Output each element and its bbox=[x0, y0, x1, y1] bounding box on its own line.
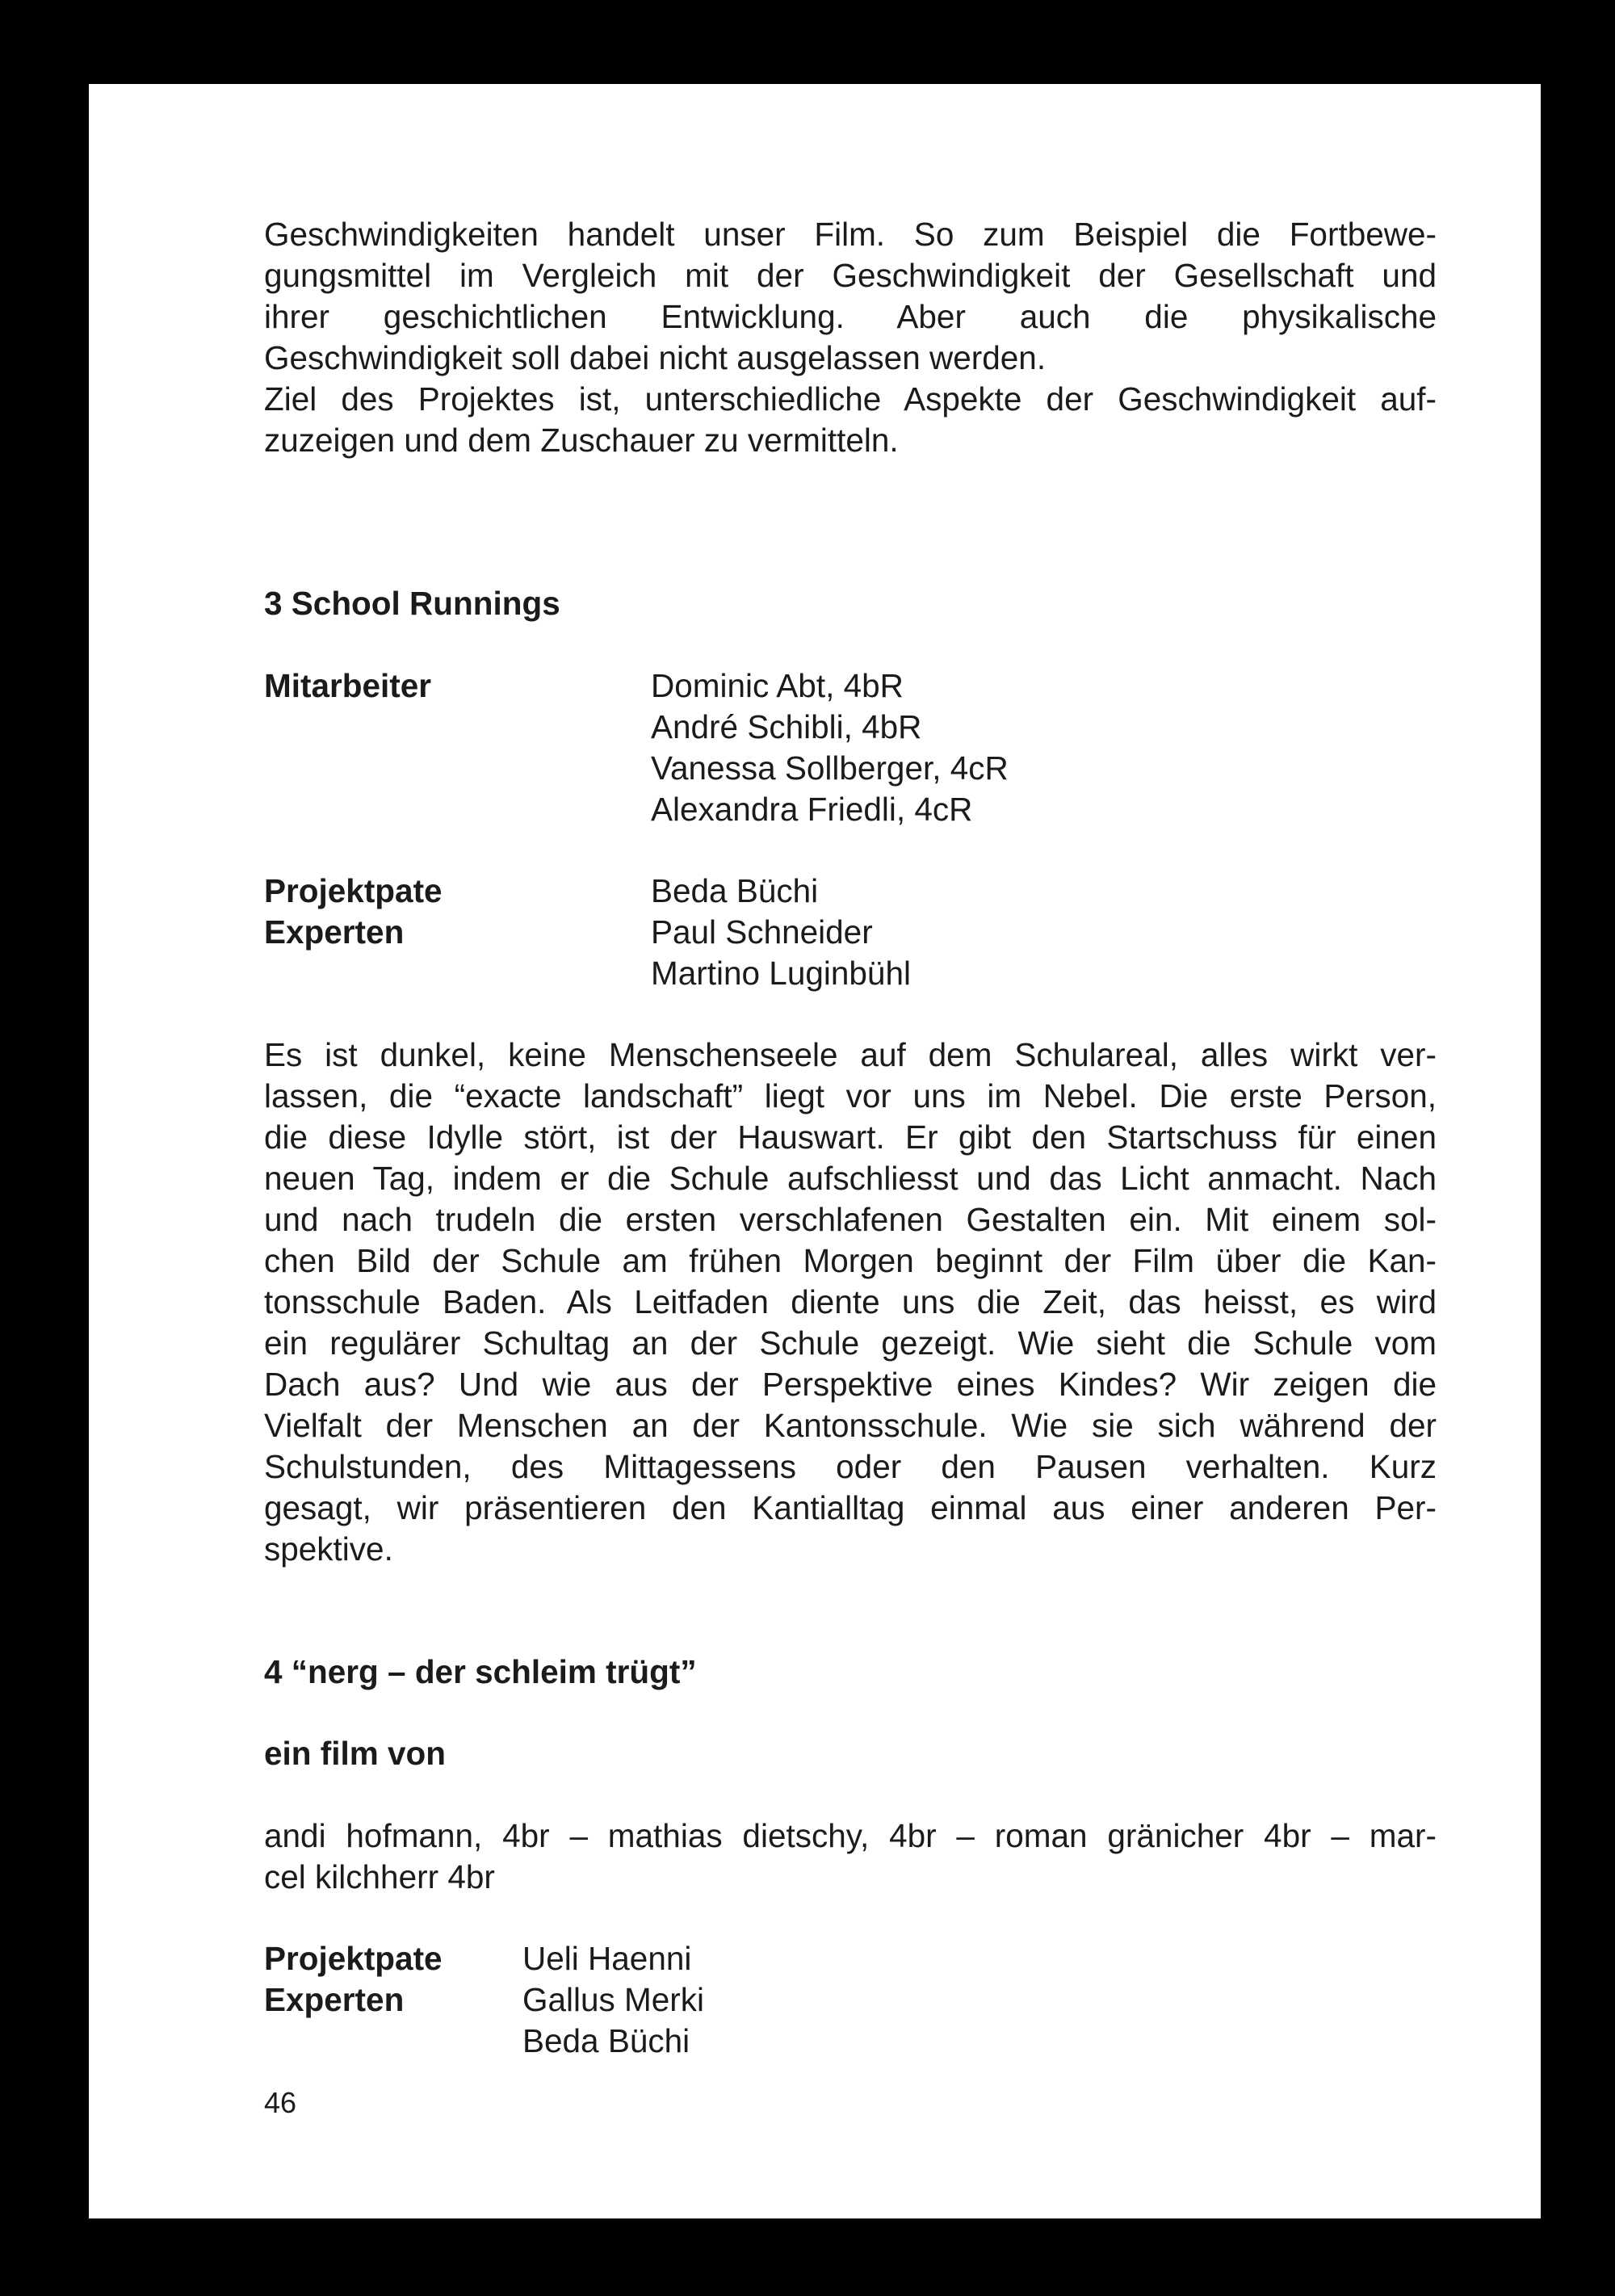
text-line: chen Bild der Schule am frühen Morgen beginnt der Film über die Kan- bbox=[264, 1242, 1437, 1279]
intro-paragraph bbox=[264, 214, 1437, 461]
text-line: Vielfalt der Menschen an der Kantonsschule. Wie sie sich während der bbox=[264, 1407, 1437, 1444]
text-line: spektive. bbox=[264, 1530, 393, 1568]
list-item: Paul Schneider bbox=[651, 913, 873, 951]
text-line: neuen Tag, indem er die Schule aufschliesst und das Licht anmacht. Nach bbox=[264, 1160, 1437, 1197]
section-4-authors bbox=[264, 1815, 1437, 1898]
section-3-title: 3 School Runnings bbox=[264, 585, 560, 622]
section-4-title: 4 “nerg – der schleim trügt” bbox=[264, 1653, 697, 1690]
text-line: Geschwindigkeiten handelt unser Film. So zum Beispiel die Fortbewe- bbox=[264, 216, 1437, 253]
text-line: gesagt, wir präsentieren den Kantialltag einmal aus einer anderen Per- bbox=[264, 1489, 1437, 1526]
text-line: Schulstunden, des Mittagessens oder den Pausen verhalten. Kurz bbox=[264, 1448, 1437, 1485]
text-line: Geschwindigkeit soll dabei nicht ausgelassen werden. bbox=[264, 339, 1047, 376]
list-item: Alexandra Friedli, 4cR bbox=[651, 791, 973, 828]
text-line: tonsschule Baden. Als Leitfaden diente uns die Zeit, das heisst, es wird bbox=[264, 1283, 1437, 1320]
text-line: andi hofmann, 4br – mathias dietschy, 4br – roman gränicher 4br – mar- bbox=[264, 1817, 1437, 1854]
text-line: lassen, die “exacte landschaft” liegt vor uns im Nebel. Die erste Person, bbox=[264, 1077, 1437, 1114]
experten-label: Experten bbox=[264, 913, 405, 951]
list-item: Ueli Haenni bbox=[522, 1940, 692, 1977]
list-item: Beda Büchi bbox=[522, 2022, 690, 2059]
list-item: Martino Luginbühl bbox=[651, 955, 911, 992]
text-line: cel kilchherr 4br bbox=[264, 1858, 495, 1895]
mitarbeiter-list bbox=[651, 665, 1009, 830]
text-line: Dach aus? Und wie aus der Perspektive eines Kindes? Wir zeigen die bbox=[264, 1366, 1437, 1403]
experten-label: Experten bbox=[264, 1981, 405, 2018]
list-item: Gallus Merki bbox=[522, 1981, 705, 2018]
text-line: Es ist dunkel, keine Menschenseele auf dem Schulareal, alles wirkt ver- bbox=[264, 1036, 1437, 1073]
list-item: Beda Büchi bbox=[651, 872, 819, 909]
mitarbeiter-label: Mitarbeiter bbox=[264, 667, 432, 704]
text-line: gungsmittel im Vergleich mit der Geschwindigkeit der Gesellschaft und bbox=[264, 257, 1437, 294]
people-list bbox=[522, 1938, 704, 2062]
people-list bbox=[651, 871, 911, 994]
text-line: zuzeigen und dem Zuschauer zu vermitteln. bbox=[264, 422, 899, 459]
section-4-subtitle: ein film von bbox=[264, 1735, 447, 1772]
projektpate-label: Projektpate bbox=[264, 872, 443, 909]
text-line: und nach trudeln die ersten verschlafenen Gestalten ein. Mit einem sol- bbox=[264, 1201, 1437, 1238]
text-line: ein regulärer Schultag an der Schule gezeigt. Wie sieht die Schule vom bbox=[264, 1324, 1437, 1362]
list-item: Vanessa Sollberger, 4cR bbox=[651, 749, 1009, 787]
projektpate-label: Projektpate bbox=[264, 1940, 443, 1977]
list-item: André Schibli, 4bR bbox=[651, 708, 922, 745]
text-line: Ziel des Projektes ist, unterschiedliche Aspekte der Geschwindigkeit auf- bbox=[264, 380, 1437, 418]
text-line: die diese Idylle stört, ist der Hauswart. Er gibt den Startschuss für einen bbox=[264, 1119, 1437, 1156]
section-3-body bbox=[264, 1035, 1437, 1570]
text-line: ihrer geschichtlichen Entwicklung. Aber auch die physikalische bbox=[264, 298, 1437, 335]
list-item: Dominic Abt, 4bR bbox=[651, 667, 904, 704]
page-number: 46 bbox=[264, 2086, 297, 2119]
